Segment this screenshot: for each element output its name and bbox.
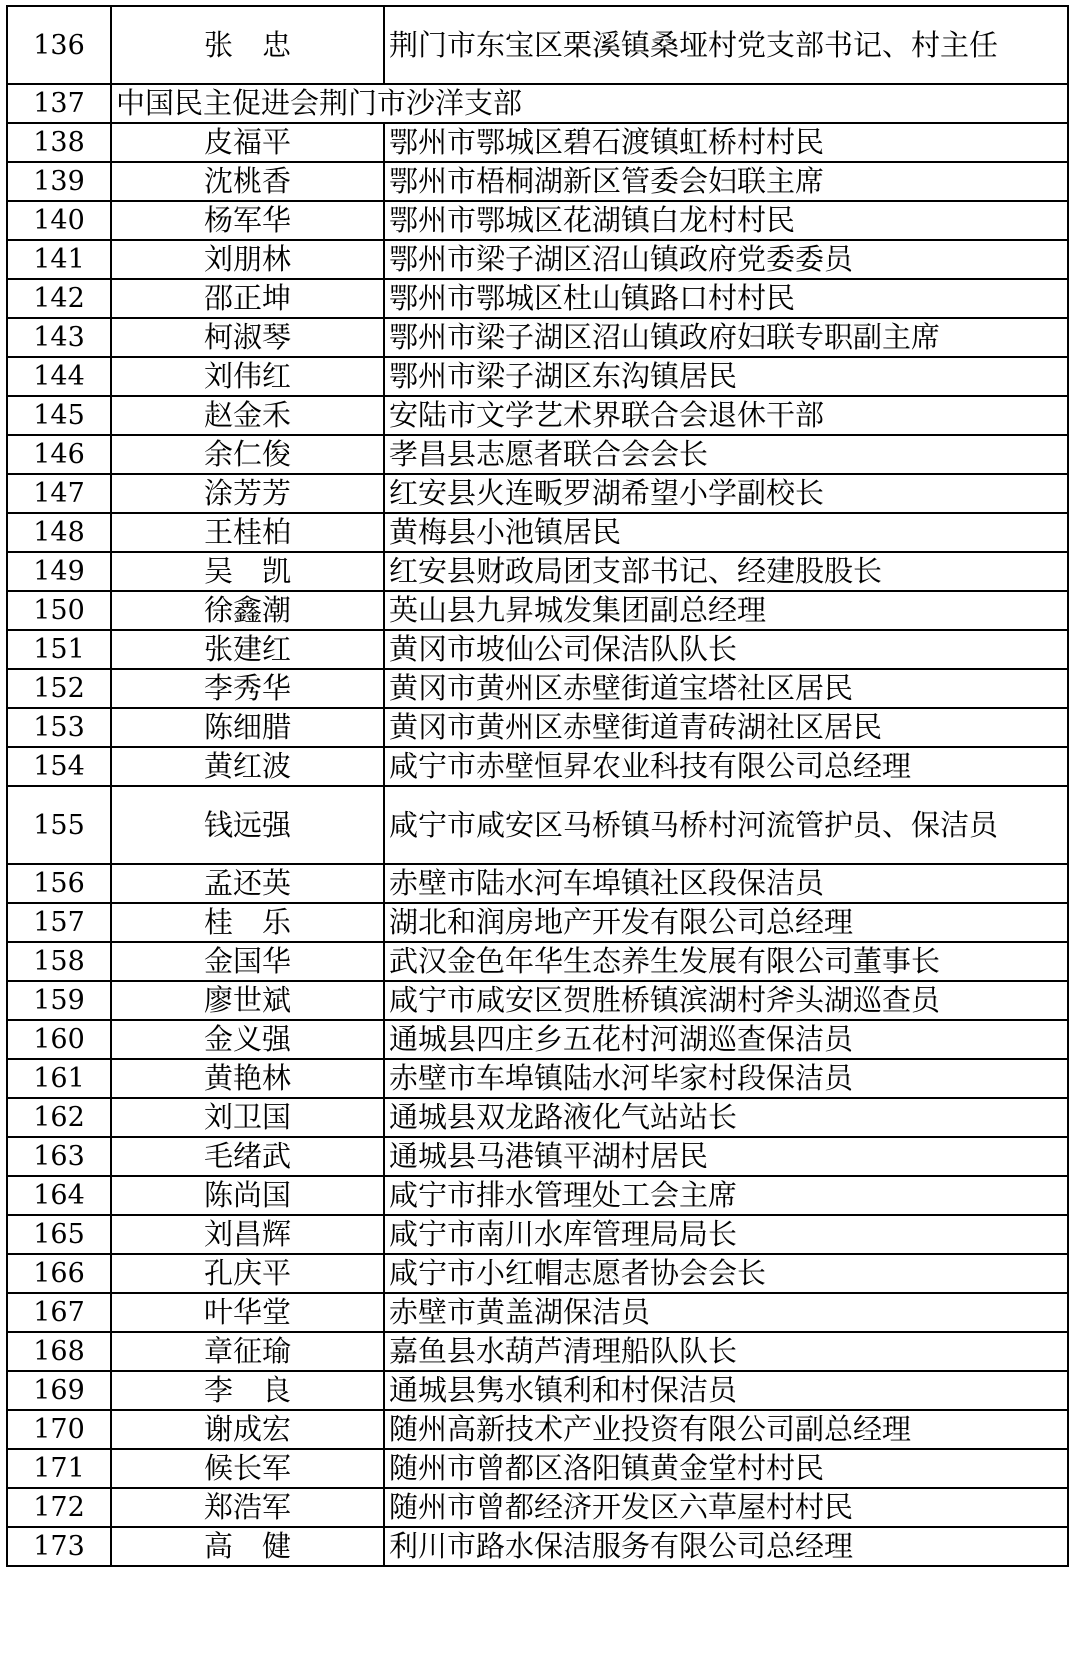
person-name: 钱远强 bbox=[111, 786, 384, 864]
row-number: 165 bbox=[7, 1215, 111, 1254]
row-number: 164 bbox=[7, 1176, 111, 1215]
row-number: 170 bbox=[7, 1410, 111, 1449]
person-name: 刘朋林 bbox=[111, 240, 384, 279]
table-row bbox=[7, 1098, 1068, 1137]
person-name: 廖世斌 bbox=[111, 981, 384, 1020]
person-title: 咸宁市赤壁恒昇农业科技有限公司总经理 bbox=[384, 747, 1068, 786]
person-title: 赤壁市陆水河车埠镇社区段保洁员 bbox=[384, 864, 1068, 903]
row-number: 149 bbox=[7, 552, 111, 591]
table-row bbox=[7, 1410, 1068, 1449]
row-number: 167 bbox=[7, 1293, 111, 1332]
person-title: 武汉金色年华生态养生发展有限公司董事长 bbox=[384, 942, 1068, 981]
table-body bbox=[7, 6, 1068, 1566]
person-name: 孔庆平 bbox=[111, 1254, 384, 1293]
table-row bbox=[7, 1215, 1068, 1254]
person-name: 陈细腊 bbox=[111, 708, 384, 747]
person-name: 张 忠 bbox=[111, 6, 384, 84]
row-number: 157 bbox=[7, 903, 111, 942]
row-number: 173 bbox=[7, 1527, 111, 1566]
person-title: 英山县九昇城发集团副总经理 bbox=[384, 591, 1068, 630]
person-title: 咸宁市小红帽志愿者协会会长 bbox=[384, 1254, 1068, 1293]
person-name: 章征瑜 bbox=[111, 1332, 384, 1371]
row-number: 155 bbox=[7, 786, 111, 864]
person-title: 通城县马港镇平湖村居民 bbox=[384, 1137, 1068, 1176]
person-title: 咸宁市咸安区马桥镇马桥村河流管护员、保洁员 bbox=[384, 786, 1068, 864]
row-number: 147 bbox=[7, 474, 111, 513]
organization-name: 中国民主促进会荆门市沙洋支部 bbox=[111, 84, 1068, 123]
row-number: 162 bbox=[7, 1098, 111, 1137]
table-row bbox=[7, 357, 1068, 396]
table-row bbox=[7, 786, 1068, 864]
person-title: 鄂州市梁子湖区东沟镇居民 bbox=[384, 357, 1068, 396]
person-name: 吴 凯 bbox=[111, 552, 384, 591]
person-title: 通城县双龙路液化气站站长 bbox=[384, 1098, 1068, 1137]
person-name: 王桂柏 bbox=[111, 513, 384, 552]
person-title: 利川市路水保洁服务有限公司总经理 bbox=[384, 1527, 1068, 1566]
person-title: 安陆市文学艺术界联合会退休干部 bbox=[384, 396, 1068, 435]
table-row bbox=[7, 474, 1068, 513]
person-name: 高 健 bbox=[111, 1527, 384, 1566]
person-name: 谢成宏 bbox=[111, 1410, 384, 1449]
table-row bbox=[7, 1293, 1068, 1332]
person-title: 咸宁市南川水库管理局局长 bbox=[384, 1215, 1068, 1254]
row-number: 144 bbox=[7, 357, 111, 396]
person-title: 黄冈市黄州区赤壁街道青砖湖社区居民 bbox=[384, 708, 1068, 747]
person-title: 嘉鱼县水葫芦清理船队队长 bbox=[384, 1332, 1068, 1371]
person-title: 黄冈市坡仙公司保洁队队长 bbox=[384, 630, 1068, 669]
table-row bbox=[7, 513, 1068, 552]
person-name: 叶华堂 bbox=[111, 1293, 384, 1332]
row-number: 160 bbox=[7, 1020, 111, 1059]
row-number: 172 bbox=[7, 1488, 111, 1527]
row-number: 161 bbox=[7, 1059, 111, 1098]
person-name: 沈桃香 bbox=[111, 162, 384, 201]
person-title: 通城县四庄乡五花村河湖巡查保洁员 bbox=[384, 1020, 1068, 1059]
person-name: 邵正坤 bbox=[111, 279, 384, 318]
row-number: 159 bbox=[7, 981, 111, 1020]
table-row bbox=[7, 1332, 1068, 1371]
table-row bbox=[7, 903, 1068, 942]
table-row bbox=[7, 552, 1068, 591]
person-title: 鄂州市梁子湖区沼山镇政府妇联专职副主席 bbox=[384, 318, 1068, 357]
table-row bbox=[7, 981, 1068, 1020]
table-row bbox=[7, 669, 1068, 708]
row-number: 140 bbox=[7, 201, 111, 240]
honor-list-table bbox=[6, 5, 1069, 1567]
row-number: 158 bbox=[7, 942, 111, 981]
person-name: 黄艳林 bbox=[111, 1059, 384, 1098]
person-name: 黄红波 bbox=[111, 747, 384, 786]
row-number: 154 bbox=[7, 747, 111, 786]
person-title: 荆门市东宝区栗溪镇桑垭村党支部书记、村主任 bbox=[384, 6, 1068, 84]
table-row bbox=[7, 1254, 1068, 1293]
person-name: 陈尚国 bbox=[111, 1176, 384, 1215]
row-number: 139 bbox=[7, 162, 111, 201]
person-name: 李秀华 bbox=[111, 669, 384, 708]
person-title: 鄂州市鄂城区碧石渡镇虹桥村村民 bbox=[384, 123, 1068, 162]
person-name: 郑浩军 bbox=[111, 1488, 384, 1527]
table-row bbox=[7, 318, 1068, 357]
row-number: 169 bbox=[7, 1371, 111, 1410]
row-number: 153 bbox=[7, 708, 111, 747]
table-row bbox=[7, 201, 1068, 240]
row-number: 137 bbox=[7, 84, 111, 123]
person-name: 杨军华 bbox=[111, 201, 384, 240]
table-row bbox=[7, 1059, 1068, 1098]
person-title: 鄂州市鄂城区花湖镇白龙村村民 bbox=[384, 201, 1068, 240]
table-row bbox=[7, 240, 1068, 279]
person-name: 刘昌辉 bbox=[111, 1215, 384, 1254]
person-title: 咸宁市排水管理处工会主席 bbox=[384, 1176, 1068, 1215]
table-row bbox=[7, 1176, 1068, 1215]
row-number: 171 bbox=[7, 1449, 111, 1488]
person-name: 张建红 bbox=[111, 630, 384, 669]
person-name: 金国华 bbox=[111, 942, 384, 981]
person-title: 鄂州市梧桐湖新区管委会妇联主席 bbox=[384, 162, 1068, 201]
table-row bbox=[7, 1137, 1068, 1176]
row-number: 150 bbox=[7, 591, 111, 630]
table-row bbox=[7, 435, 1068, 474]
row-number: 143 bbox=[7, 318, 111, 357]
person-name: 毛绪武 bbox=[111, 1137, 384, 1176]
person-title: 赤壁市车埠镇陆水河毕家村段保洁员 bbox=[384, 1059, 1068, 1098]
table-row bbox=[7, 942, 1068, 981]
person-name: 李 良 bbox=[111, 1371, 384, 1410]
person-name: 涂芳芳 bbox=[111, 474, 384, 513]
row-number: 136 bbox=[7, 6, 111, 84]
person-title: 红安县火连畈罗湖希望小学副校长 bbox=[384, 474, 1068, 513]
row-number: 151 bbox=[7, 630, 111, 669]
row-number: 141 bbox=[7, 240, 111, 279]
person-name: 孟还英 bbox=[111, 864, 384, 903]
table-row bbox=[7, 1488, 1068, 1527]
table-row bbox=[7, 630, 1068, 669]
person-title: 鄂州市鄂城区杜山镇路口村村民 bbox=[384, 279, 1068, 318]
person-title: 随州市曾都区洛阳镇黄金堂村村民 bbox=[384, 1449, 1068, 1488]
table-row bbox=[7, 279, 1068, 318]
person-title: 通城县隽水镇利和村保洁员 bbox=[384, 1371, 1068, 1410]
row-number: 152 bbox=[7, 669, 111, 708]
table-row bbox=[7, 1527, 1068, 1566]
table-row bbox=[7, 1371, 1068, 1410]
person-name: 皮福平 bbox=[111, 123, 384, 162]
table-row bbox=[7, 396, 1068, 435]
table-row bbox=[7, 591, 1068, 630]
row-number: 138 bbox=[7, 123, 111, 162]
person-title: 黄梅县小池镇居民 bbox=[384, 513, 1068, 552]
person-title: 红安县财政局团支部书记、经建股股长 bbox=[384, 552, 1068, 591]
row-number: 142 bbox=[7, 279, 111, 318]
person-title: 随州市曾都经济开发区六草屋村村民 bbox=[384, 1488, 1068, 1527]
person-title: 赤壁市黄盖湖保洁员 bbox=[384, 1293, 1068, 1332]
table-row bbox=[7, 864, 1068, 903]
person-title: 黄冈市黄州区赤壁街道宝塔社区居民 bbox=[384, 669, 1068, 708]
table-row bbox=[7, 1020, 1068, 1059]
row-number: 145 bbox=[7, 396, 111, 435]
table-row bbox=[7, 708, 1068, 747]
person-name: 候长军 bbox=[111, 1449, 384, 1488]
person-name: 桂 乐 bbox=[111, 903, 384, 942]
person-title: 鄂州市梁子湖区沼山镇政府党委委员 bbox=[384, 240, 1068, 279]
row-number: 146 bbox=[7, 435, 111, 474]
person-title: 随州高新技术产业投资有限公司副总经理 bbox=[384, 1410, 1068, 1449]
person-title: 湖北和润房地产开发有限公司总经理 bbox=[384, 903, 1068, 942]
person-name: 柯淑琴 bbox=[111, 318, 384, 357]
person-title: 咸宁市咸安区贺胜桥镇滨湖村斧头湖巡查员 bbox=[384, 981, 1068, 1020]
person-name: 刘卫国 bbox=[111, 1098, 384, 1137]
row-number: 156 bbox=[7, 864, 111, 903]
table-row bbox=[7, 162, 1068, 201]
row-number: 168 bbox=[7, 1332, 111, 1371]
table-row bbox=[7, 1449, 1068, 1488]
table-row bbox=[7, 747, 1068, 786]
person-name: 刘伟红 bbox=[111, 357, 384, 396]
table-row bbox=[7, 84, 1068, 123]
person-title: 孝昌县志愿者联合会会长 bbox=[384, 435, 1068, 474]
person-name: 余仁俊 bbox=[111, 435, 384, 474]
table-row bbox=[7, 123, 1068, 162]
row-number: 148 bbox=[7, 513, 111, 552]
table-row bbox=[7, 6, 1068, 84]
person-name: 金义强 bbox=[111, 1020, 384, 1059]
row-number: 163 bbox=[7, 1137, 111, 1176]
row-number: 166 bbox=[7, 1254, 111, 1293]
person-name: 赵金禾 bbox=[111, 396, 384, 435]
person-name: 徐鑫潮 bbox=[111, 591, 384, 630]
